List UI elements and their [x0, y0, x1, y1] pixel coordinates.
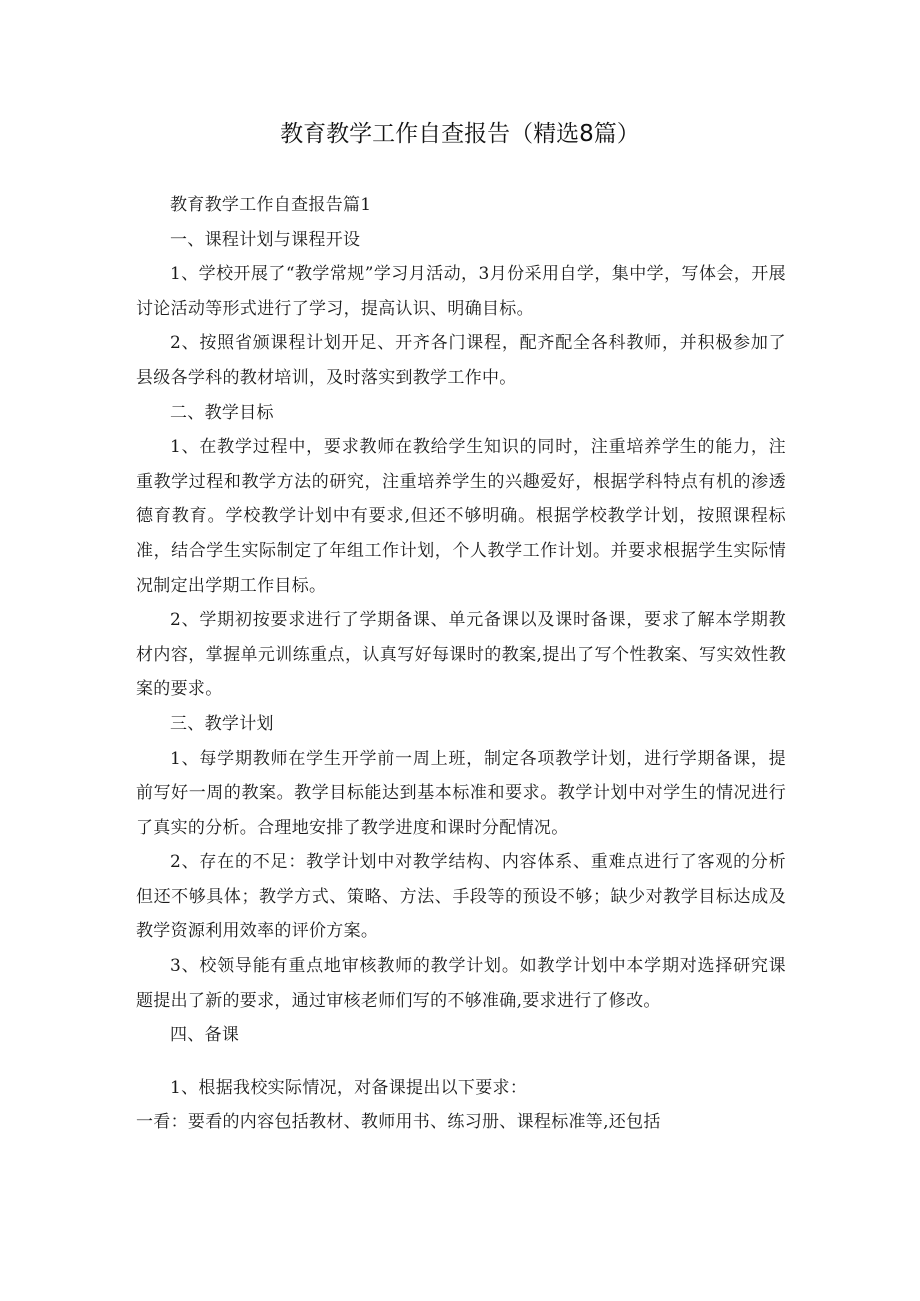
paragraph: 3、校领导能有重点地审核教师的教学计划。如教学计划中本学期对选择研究课题提出了新的要求，通过审核老师们写的不够准确,要求进行了修改。: [136, 956, 786, 1011]
section-heading-2: 二、教学目标: [170, 402, 274, 423]
spacer: [136, 1053, 786, 1071]
paragraph: 1、每学期教师在学生开学前一周上班，制定各项教学计划，进行学期备课，提前写好一周的教案。教学目标能达到基本标准和要求。教学计划中对学生的情况进行了真实的分析。合理地安排了教学进度和课时分配情况。: [136, 748, 786, 838]
section-heading-3: 三、教学计划: [170, 713, 274, 734]
paragraph: 1、在教学过程中，要求教师在教给学生知识的同时，注重培养学生的能力，注重教学过程和教学方法的研究，注重培养学生的兴趣爱好，根据学科特点有机的渗透德育教育。学校教学计划中有要求,但还不够明确。根据学校教学计划，按照课程标准，结合学生实际制定了年组工作计划，个人教学工作计划。并要求根据学生实际情况制定出学期工作目标。: [136, 437, 786, 596]
section-heading-1: 一、课程计划与课程开设: [170, 229, 361, 250]
article-subtitle: 教育教学工作自查报告篇1: [170, 195, 372, 215]
paragraph: 一看：要看的内容包括教材、教师用书、练习册、课程标准等,还包括: [136, 1112, 661, 1133]
document-body: [136, 188, 786, 1140]
paragraph: 2、按照省颁课程计划开足、开齐各门课程，配齐配全各科教师，并积极参加了县级各学科的教材培训，及时落实到教学工作中。: [136, 333, 786, 388]
paragraph: 2、存在的不足：教学计划中对教学结构、内容体系、重难点进行了客观的分析但还不够具体；教学方式、策略、方法、手段等的预设不够；缺少对教学目标达成及教学资源利用效率的评价方案。: [136, 852, 786, 942]
document-title: 教育教学工作自查报告（精选8篇）: [280, 121, 640, 147]
paragraph: 1、学校开展了“教学常规”学习月活动，3月份采用自学，集中学，写体会，开展讨论活动等形式进行了学习，提高认识、明确目标。: [136, 264, 786, 319]
paragraph: 1、根据我校实际情况，对备课提出以下要求：: [170, 1077, 528, 1098]
section-heading-4: 四、备课: [170, 1025, 240, 1046]
paragraph: 2、学期初按要求进行了学期备课、单元备课以及课时备课，要求了解本学期教材内容，掌握单元训练重点，认真写好每课时的教案,提出了写个性教案、写实效性教案的要求。: [136, 610, 786, 700]
